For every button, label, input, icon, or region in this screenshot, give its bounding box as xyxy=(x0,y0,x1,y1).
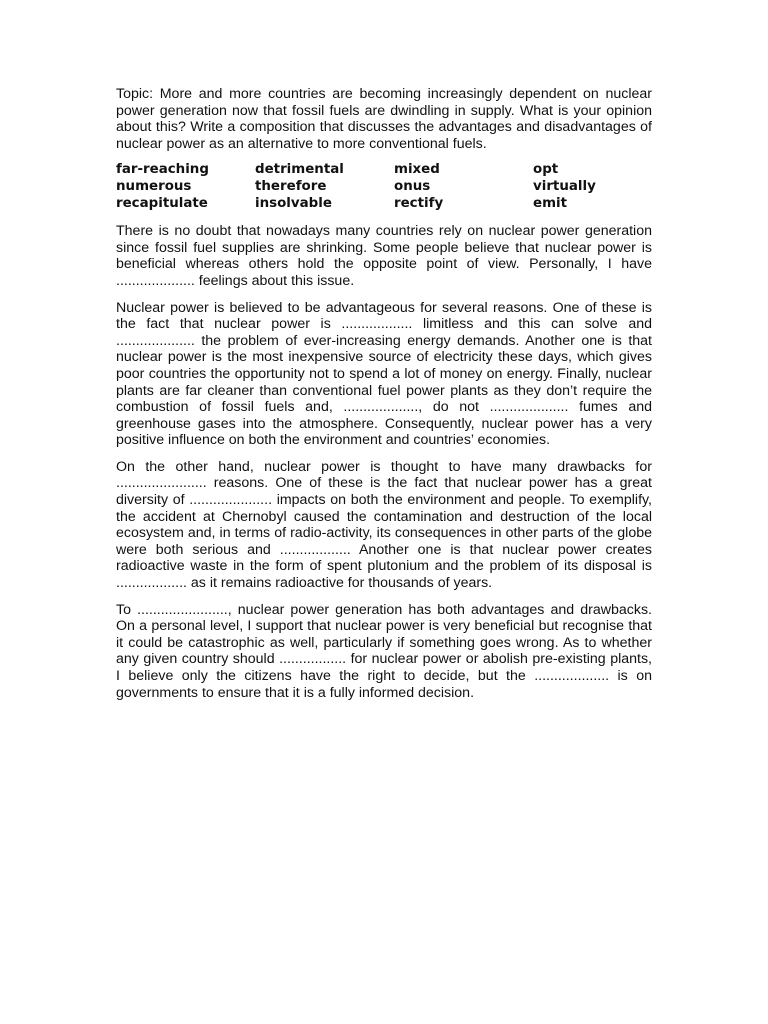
vocab-word: rectify xyxy=(394,195,444,211)
vocab-word: opt xyxy=(533,162,559,178)
vocab-word: virtually xyxy=(533,178,596,194)
disadvantages-paragraph: On the other hand, nuclear power is thought to have many drawbacks for ....................... reasons. One of these is the fact that nuclear power has a great diversity of ..................... impacts on both the environment and people. To exemplify, the accident at Chernobyl caused the contamination and destruction of the local ecosystem and, in terms of radio-activity, its consequences in other parts of the globe were both serious and .................. Another one is that nuclear power creates radioactive waste in the form of spent plutonium and the problem of its disposal is .................. as it remains radioactive for thousands of years. xyxy=(116,458,652,592)
document-page xyxy=(116,86,652,711)
vocab-word: numerous xyxy=(116,178,192,194)
vocab-word: onus xyxy=(394,178,431,194)
vocab-word: recapitulate xyxy=(116,195,208,211)
vocab-word: mixed xyxy=(394,162,440,178)
vocabulary-list xyxy=(116,162,652,212)
conclusion-paragraph: To ......................., nuclear power generation has both advantages and drawbacks. On a personal level, I support that nuclear power is very beneficial but recognise that it could be catastrophic as well, particularly if something goes wrong. As to whether any given country should ................. for nuclear power or abolish pre-existing plants, I believe only the citizens have the right to decide, but the ................... is on governments to ensure that it is a fully informed decision. xyxy=(116,601,652,701)
vocab-word: insolvable xyxy=(255,195,332,211)
topic-prompt: Topic: More and more countries are becoming increasingly dependent on nuclear power generation now that fossil fuels are dwindling in supply. What is your opinion about this? Write a composition that discusses the advantages and disadvantages of nuclear power as an alternative to more conventional fuels. xyxy=(116,86,652,152)
vocab-word: detrimental xyxy=(255,162,344,178)
vocab-word: emit xyxy=(533,195,568,211)
introduction-paragraph: There is no doubt that nowadays many countries rely on nuclear power generation since fossil fuel supplies are shrinking. Some people believe that nuclear power is beneficial whereas others hold the opposite point of view. Personally, I have .................... feelings about this issue. xyxy=(116,223,652,289)
vocab-word: therefore xyxy=(255,178,327,194)
vocab-word: far-reaching xyxy=(116,162,209,178)
advantages-paragraph: Nuclear power is believed to be advantageous for several reasons. One of these is the fact that nuclear power is .................. limitless and this can solve and .................... the problem of ever-increasing energy demands. Another one is that nuclear power is the most inexpensive source of electricity these days, which gives poor countries the opportunity not to spend a lot of money on energy. Finally, nuclear plants are far cleaner than conventional fuel power plants as they don’t require the combustion of fossil fuels and, ..................., do not .................... fumes and greenhouse gases into the atmosphere. Consequently, nuclear power has a very positive influence on both the environment and countries’ economies. xyxy=(116,299,652,449)
